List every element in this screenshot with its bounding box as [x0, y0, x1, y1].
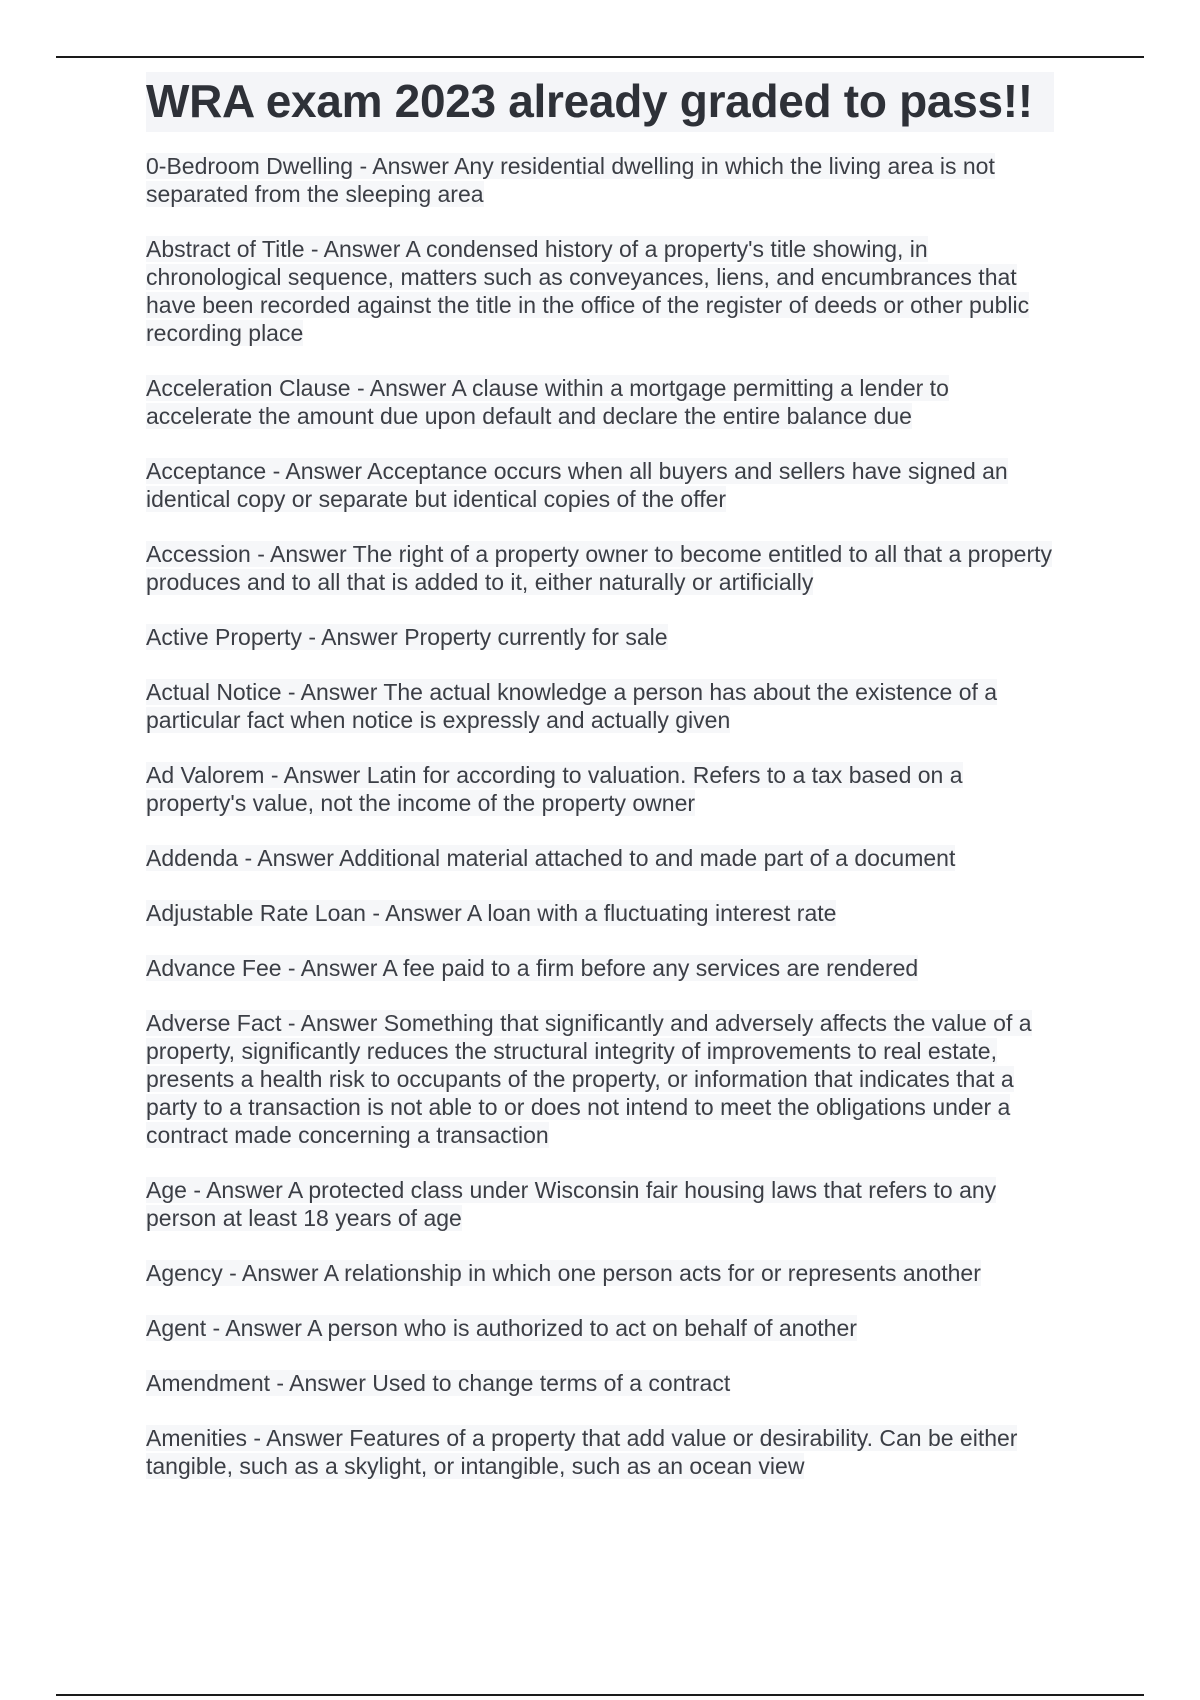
entry-text: Accession - Answer The right of a property owner to become entitled to all that a property produces and to all that is added to it, either naturally or artificially: [146, 541, 1052, 595]
list-item: [146, 954, 1054, 982]
title-block: [146, 72, 1054, 132]
list-item: [146, 678, 1054, 734]
list-item: [146, 235, 1054, 347]
entry-text: Actual Notice - Answer The actual knowledge a person has about the existence of a particular fact when notice is expressly and actually given: [146, 679, 998, 733]
list-item: [146, 152, 1054, 208]
entry-text: Agency - Answer A relationship in which one person acts for or represents another: [146, 1260, 981, 1286]
entry-text: Amenities - Answer Features of a property that add value or desirability. Can be either tangible, such as a skylight, or intangible, such as an ocean view: [146, 1425, 1018, 1479]
glossary-list: [146, 152, 1054, 1480]
list-item: [146, 899, 1054, 927]
entry-text: Acceptance - Answer Acceptance occurs when all buyers and sellers have signed an identical copy or separate but identical copies of the offer: [146, 458, 1008, 512]
top-rule: [56, 56, 1144, 58]
list-item: [146, 457, 1054, 513]
entry-text: Abstract of Title - Answer A condensed history of a property's title showing, in chronological sequence, matters such as conveyances, liens, and encumbrances that have been recorded against the title in the office of the register of deeds or other public recording place: [146, 236, 1030, 346]
list-item: [146, 374, 1054, 430]
list-item: [146, 1176, 1054, 1232]
entry-text: Age - Answer A protected class under Wisconsin fair housing laws that refers to any person at least 18 years of age: [146, 1177, 997, 1231]
list-item: [146, 1009, 1054, 1149]
list-item: [146, 1424, 1054, 1480]
document-body: [146, 72, 1054, 1507]
entry-text: Adjustable Rate Loan - Answer A loan with a fluctuating interest rate: [146, 900, 837, 926]
entry-text: Amendment - Answer Used to change terms of a contract: [146, 1370, 731, 1396]
list-item: [146, 1369, 1054, 1397]
entry-text: Adverse Fact - Answer Something that significantly and adversely affects the value of a property, significantly reduces the structural integrity of improvements to real estate, presents a health risk to occupants of the property, or information that indicates that a party to a transaction is not able to or does not intend to meet the obligations under a contract made concerning a transaction: [146, 1010, 1032, 1148]
list-item: [146, 844, 1054, 872]
entry-text: Advance Fee - Answer A fee paid to a firm before any services are rendered: [146, 955, 919, 981]
entry-text: Agent - Answer A person who is authorized to act on behalf of another: [146, 1315, 857, 1341]
page-title: WRA exam 2023 already graded to pass!!: [146, 75, 1033, 127]
list-item: [146, 761, 1054, 817]
list-item: [146, 1259, 1054, 1287]
list-item: [146, 1314, 1054, 1342]
entry-text: Acceleration Clause - Answer A clause within a mortgage permitting a lender to accelerate the amount due upon default and declare the entire balance due: [146, 375, 949, 429]
entry-text: 0-Bedroom Dwelling - Answer Any residential dwelling in which the living area is not separated from the sleeping area: [146, 153, 995, 207]
entry-text: Ad Valorem - Answer Latin for according to valuation. Refers to a tax based on a property's value, not the income of the property owner: [146, 762, 963, 816]
entry-text: Active Property - Answer Property currently for sale: [146, 624, 668, 650]
list-item: [146, 623, 1054, 651]
entry-text: Addenda - Answer Additional material attached to and made part of a document: [146, 845, 956, 871]
list-item: [146, 540, 1054, 596]
bottom-rule: [56, 1694, 1144, 1696]
